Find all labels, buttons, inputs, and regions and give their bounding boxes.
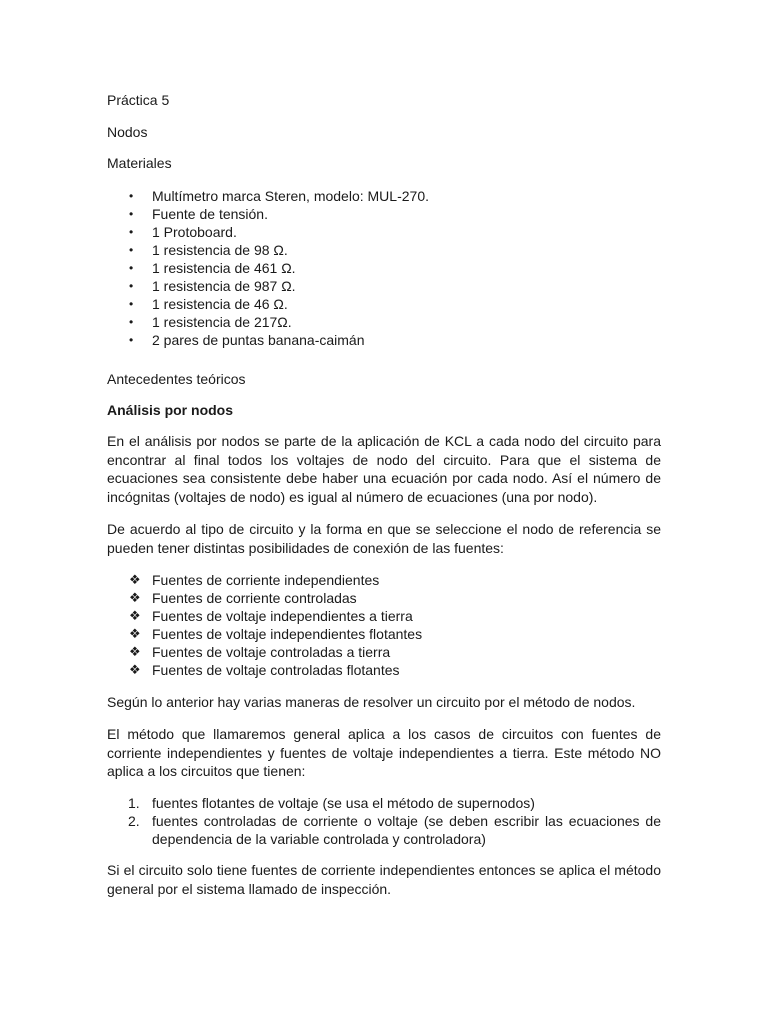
section-heading: Análisis por nodos bbox=[107, 402, 234, 418]
list-item: • Fuente de tensión. bbox=[129, 206, 268, 222]
list-item: • 1 Protoboard. bbox=[129, 224, 237, 240]
list-item: • 1 resistencia de 217Ω. bbox=[129, 314, 292, 330]
bullet-icon: • bbox=[129, 315, 134, 329]
exceptions-list bbox=[107, 794, 661, 848]
diamond-bullet-icon: ❖ bbox=[129, 572, 141, 587]
diamond-bullet-icon: ❖ bbox=[129, 662, 141, 677]
paragraph-kcl: En el análisis por nodos se parte de la aplicación de KCL a cada nodo del circuito para encontrar al final todos los voltajes de nodo del circuito. Para que el sistema de ecuaciones sea consistente debe haber una ecuación por cada nodo. Así el número de incógnitas (voltajes de nodo) es igual al número de ecuaciones (una por nodo). bbox=[107, 433, 661, 505]
list-item: • 1 resistencia de 987 Ω. bbox=[129, 278, 296, 294]
list-item: 2. fuentes controladas de corriente o voltaje (se deben escribir las ecuaciones de dependencia de la variable controlada y controladora) bbox=[128, 813, 661, 847]
list-item: • 1 resistencia de 98 Ω. bbox=[129, 242, 288, 258]
paragraph-reference-node: De acuerdo al tipo de circuito y la forma en que se seleccione el nodo de referencia se pueden tener distintas posibilidades de conexión de las fuentes: bbox=[107, 521, 661, 556]
bullet-icon: • bbox=[129, 279, 134, 293]
list-item: ❖ Fuentes de voltaje independientes flotantes bbox=[129, 626, 423, 642]
list-item: ❖ Fuentes de corriente independientes bbox=[129, 572, 380, 588]
bullet-icon: • bbox=[129, 261, 134, 275]
list-item: • Multímetro marca Steren, modelo: MUL-270. bbox=[129, 188, 429, 204]
list-item: ❖ Fuentes de voltaje controladas a tierra bbox=[129, 644, 391, 660]
list-item: ❖ Fuentes de voltaje controladas flotantes bbox=[129, 662, 400, 678]
sources-list bbox=[107, 571, 661, 679]
list-item: • 1 resistencia de 461 Ω. bbox=[129, 260, 296, 276]
materials-list bbox=[107, 187, 661, 349]
bullet-icon: • bbox=[129, 189, 134, 203]
bullet-icon: • bbox=[129, 225, 134, 239]
list-number: 2. bbox=[128, 813, 140, 829]
list-item: • 1 resistencia de 46 Ω. bbox=[129, 296, 288, 312]
diamond-bullet-icon: ❖ bbox=[129, 644, 141, 659]
topic-title: Nodos bbox=[107, 124, 148, 140]
bullet-icon: • bbox=[129, 243, 134, 257]
practice-title: Práctica 5 bbox=[107, 92, 170, 108]
list-item: ❖ Fuentes de corriente controladas bbox=[129, 590, 357, 606]
materials-heading: Materiales bbox=[107, 155, 172, 171]
diamond-bullet-icon: ❖ bbox=[129, 590, 141, 605]
bullet-icon: • bbox=[129, 297, 134, 311]
bullet-icon: • bbox=[129, 333, 134, 347]
paragraph-methods: Según lo anterior hay varias maneras de resolver un circuito por el método de nodos. bbox=[107, 694, 636, 710]
list-item: ❖ Fuentes de voltaje independientes a tierra bbox=[129, 608, 413, 624]
diamond-bullet-icon: ❖ bbox=[129, 626, 141, 641]
diamond-bullet-icon: ❖ bbox=[129, 608, 141, 623]
list-item: • 2 pares de puntas banana-caimán bbox=[129, 332, 365, 348]
background-heading: Antecedentes teóricos bbox=[107, 371, 246, 387]
paragraph-inspection: Si el circuito solo tiene fuentes de corriente independientes entonces se aplica el método general por el sistema llamado de inspección. bbox=[107, 862, 661, 897]
list-item: 1. fuentes flotantes de voltaje (se usa el método de supernodos) bbox=[128, 795, 535, 811]
paragraph-general-method: El método que llamaremos general aplica a los casos de circuitos con fuentes de corriente independientes y fuentes de voltaje independientes a tierra. Este método NO aplica a los circuitos que tienen: bbox=[107, 726, 661, 779]
list-number: 1. bbox=[128, 795, 140, 811]
bullet-icon: • bbox=[129, 207, 134, 221]
